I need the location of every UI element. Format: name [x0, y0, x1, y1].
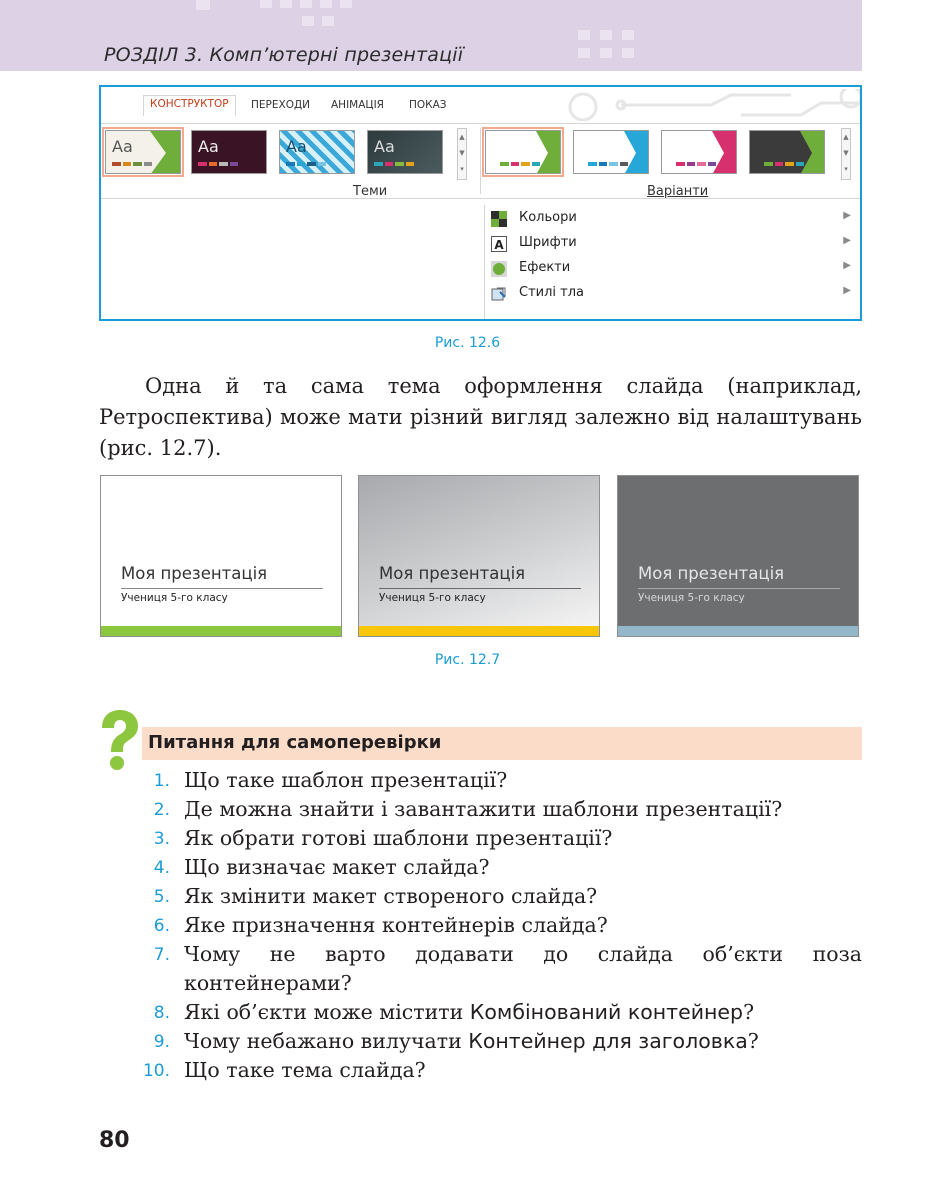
menu-item-colors[interactable] [491, 208, 851, 230]
question-number: 6. [153, 916, 170, 936]
menu-item-effects[interactable] [491, 258, 851, 280]
tab-constructor[interactable]: КОНСТРУКТОР [143, 95, 236, 116]
variant-thumb-1[interactable] [485, 130, 561, 174]
question-text: Де можна знайти і завантажити шаблони презентації? [184, 797, 783, 821]
theme-thumb-2[interactable] [191, 130, 267, 174]
theme-thumb-3[interactable] [279, 130, 355, 174]
question-text-part: Чому небажано вилучати [184, 1029, 469, 1053]
menu-item-label: Ефекти [519, 260, 571, 275]
variants-group-label[interactable]: Варіанти [647, 184, 709, 199]
slide-accent-band [359, 626, 599, 636]
question-text [184, 1027, 862, 1056]
theme-thumb-label: Aa [112, 137, 133, 156]
question-text-part: Які об’єкти може містити [184, 1000, 470, 1024]
figure-caption-12-7: Рис. 12.7 [434, 652, 501, 668]
question-item [138, 824, 862, 853]
ribbon-screenshot [99, 85, 862, 321]
menu-item-label: Стилі тла [519, 285, 584, 300]
pink-chevron-icon [712, 131, 736, 174]
slide-subtitle: Учениця 5-го класу [121, 592, 228, 604]
fonts-icon [491, 236, 507, 252]
tab-show[interactable]: ПОКАЗ [409, 99, 447, 111]
question-item [138, 1056, 862, 1085]
colors-icon [491, 211, 507, 227]
question-mark-icon [96, 708, 142, 772]
question-text: Як обрати готові шаблони презентації? [184, 826, 613, 850]
variants-scroll-buttons[interactable]: ▲ ▼ ▾ [841, 128, 851, 180]
green-chevron-icon [536, 131, 560, 174]
theme-color-bar [198, 162, 238, 166]
question-number: 1. [153, 771, 170, 791]
question-number: 8. [153, 1003, 170, 1023]
theme-thumb-4[interactable] [367, 130, 443, 174]
tab-transitions[interactable]: ПЕРЕХОДИ [251, 99, 311, 111]
question-text: Як змінити макет створеного слайда? [184, 884, 598, 908]
design-gallery [101, 123, 860, 199]
submenu-arrow-icon: ▶ [843, 260, 851, 271]
variant-color-bar [764, 162, 804, 166]
theme-color-bar [112, 162, 152, 166]
question-item [138, 795, 862, 824]
variants-dropdown-menu [484, 205, 860, 319]
question-item [138, 1027, 862, 1056]
question-term: Комбінований контейнер [469, 1000, 744, 1024]
green-chevron-icon [800, 131, 824, 174]
slide-accent-band [618, 626, 858, 636]
self-check-title: Питання для самоперевірки [148, 732, 442, 753]
slide-title: Моя презентація [121, 564, 268, 583]
section-title: РОЗДІЛ 3. Комп’ютерні презентації [104, 44, 464, 66]
slide-title: Моя презентація [379, 564, 526, 583]
question-number: 9. [153, 1032, 170, 1052]
slide-accent-band [101, 626, 341, 636]
green-chevron-icon [150, 131, 180, 174]
themes-scroll-buttons[interactable]: ▲ ▼ ▾ [457, 128, 467, 180]
slide-example-3 [617, 475, 859, 637]
ribbon-tabs [101, 87, 860, 122]
group-divider [480, 128, 481, 194]
question-term: Контейнер для заголовка [468, 1029, 748, 1053]
slide-subtitle: Учениця 5-го класу [638, 592, 745, 604]
background-styles-icon [491, 286, 507, 302]
variant-thumb-2[interactable] [573, 130, 649, 174]
variant-color-bar [588, 162, 628, 166]
question-number: 2. [153, 800, 170, 820]
body-paragraph: Одна й та сама тема оформлення слайда (наприклад, Ретроспектива) може мати різний вигляд залежно від налаштувань (рис. 12.7). [99, 374, 862, 460]
blue-chevron-icon [624, 131, 648, 174]
slide-example-2 [358, 475, 600, 637]
figure-caption-12-6: Рис. 12.6 [434, 335, 501, 351]
theme-color-bar [374, 162, 414, 166]
self-check-questions [138, 766, 862, 1085]
question-item [138, 940, 862, 998]
svg-text:A: A [494, 238, 504, 252]
slide-subtitle: Учениця 5-го класу [379, 592, 486, 604]
question-number: 10. [142, 1061, 170, 1081]
page-number: 80 [99, 1128, 130, 1153]
question-text-part: ? [747, 1029, 759, 1053]
question-text: Що таке тема слайда? [184, 1058, 426, 1082]
slide-example-1 [100, 475, 342, 637]
slide-title: Моя презентація [638, 564, 785, 583]
question-number: 4. [153, 858, 170, 878]
question-text: Що таке шаблон презентації? [184, 768, 508, 792]
question-item [138, 882, 862, 911]
menu-item-fonts[interactable] [491, 233, 851, 255]
theme-thumb-label: Aa [198, 137, 219, 156]
theme-thumb-label: Aa [286, 137, 307, 156]
question-text: Чому не варто додавати до слайда об’єкти поза контейнерами? [184, 942, 862, 995]
question-item [138, 911, 862, 940]
question-number: 3. [153, 829, 170, 849]
question-number: 5. [153, 887, 170, 907]
tab-animation[interactable]: АНІМАЦІЯ [331, 99, 384, 111]
slide-title-underline [638, 588, 840, 589]
menu-item-label: Кольори [519, 210, 577, 225]
effects-icon [491, 261, 507, 277]
question-text [184, 998, 862, 1027]
question-item [138, 853, 862, 882]
circuit-watermark-icon [561, 89, 861, 121]
submenu-arrow-icon: ▶ [843, 235, 851, 246]
variant-color-bar [500, 162, 540, 166]
theme-color-bar [286, 162, 326, 166]
menu-item-label: Шрифти [519, 235, 577, 250]
slide-title-underline [121, 588, 323, 589]
variant-color-bar [676, 162, 716, 166]
theme-thumb-1[interactable] [105, 130, 181, 174]
variant-thumb-4[interactable] [749, 130, 825, 174]
submenu-arrow-icon: ▶ [843, 285, 851, 296]
question-text: Яке призначення контейнерів слайда? [184, 913, 608, 937]
theme-thumb-label: Aa [374, 137, 395, 156]
submenu-arrow-icon: ▶ [843, 210, 851, 221]
question-text-part: ? [743, 1000, 755, 1024]
question-item [138, 998, 862, 1027]
question-text: Що визначає макет слайда? [184, 855, 490, 879]
question-number: 7. [153, 945, 170, 965]
menu-item-background-styles[interactable] [491, 283, 851, 305]
variant-thumb-3[interactable] [661, 130, 737, 174]
slide-title-underline [379, 588, 581, 589]
themes-group-label: Теми [353, 184, 388, 199]
question-item [138, 766, 862, 795]
